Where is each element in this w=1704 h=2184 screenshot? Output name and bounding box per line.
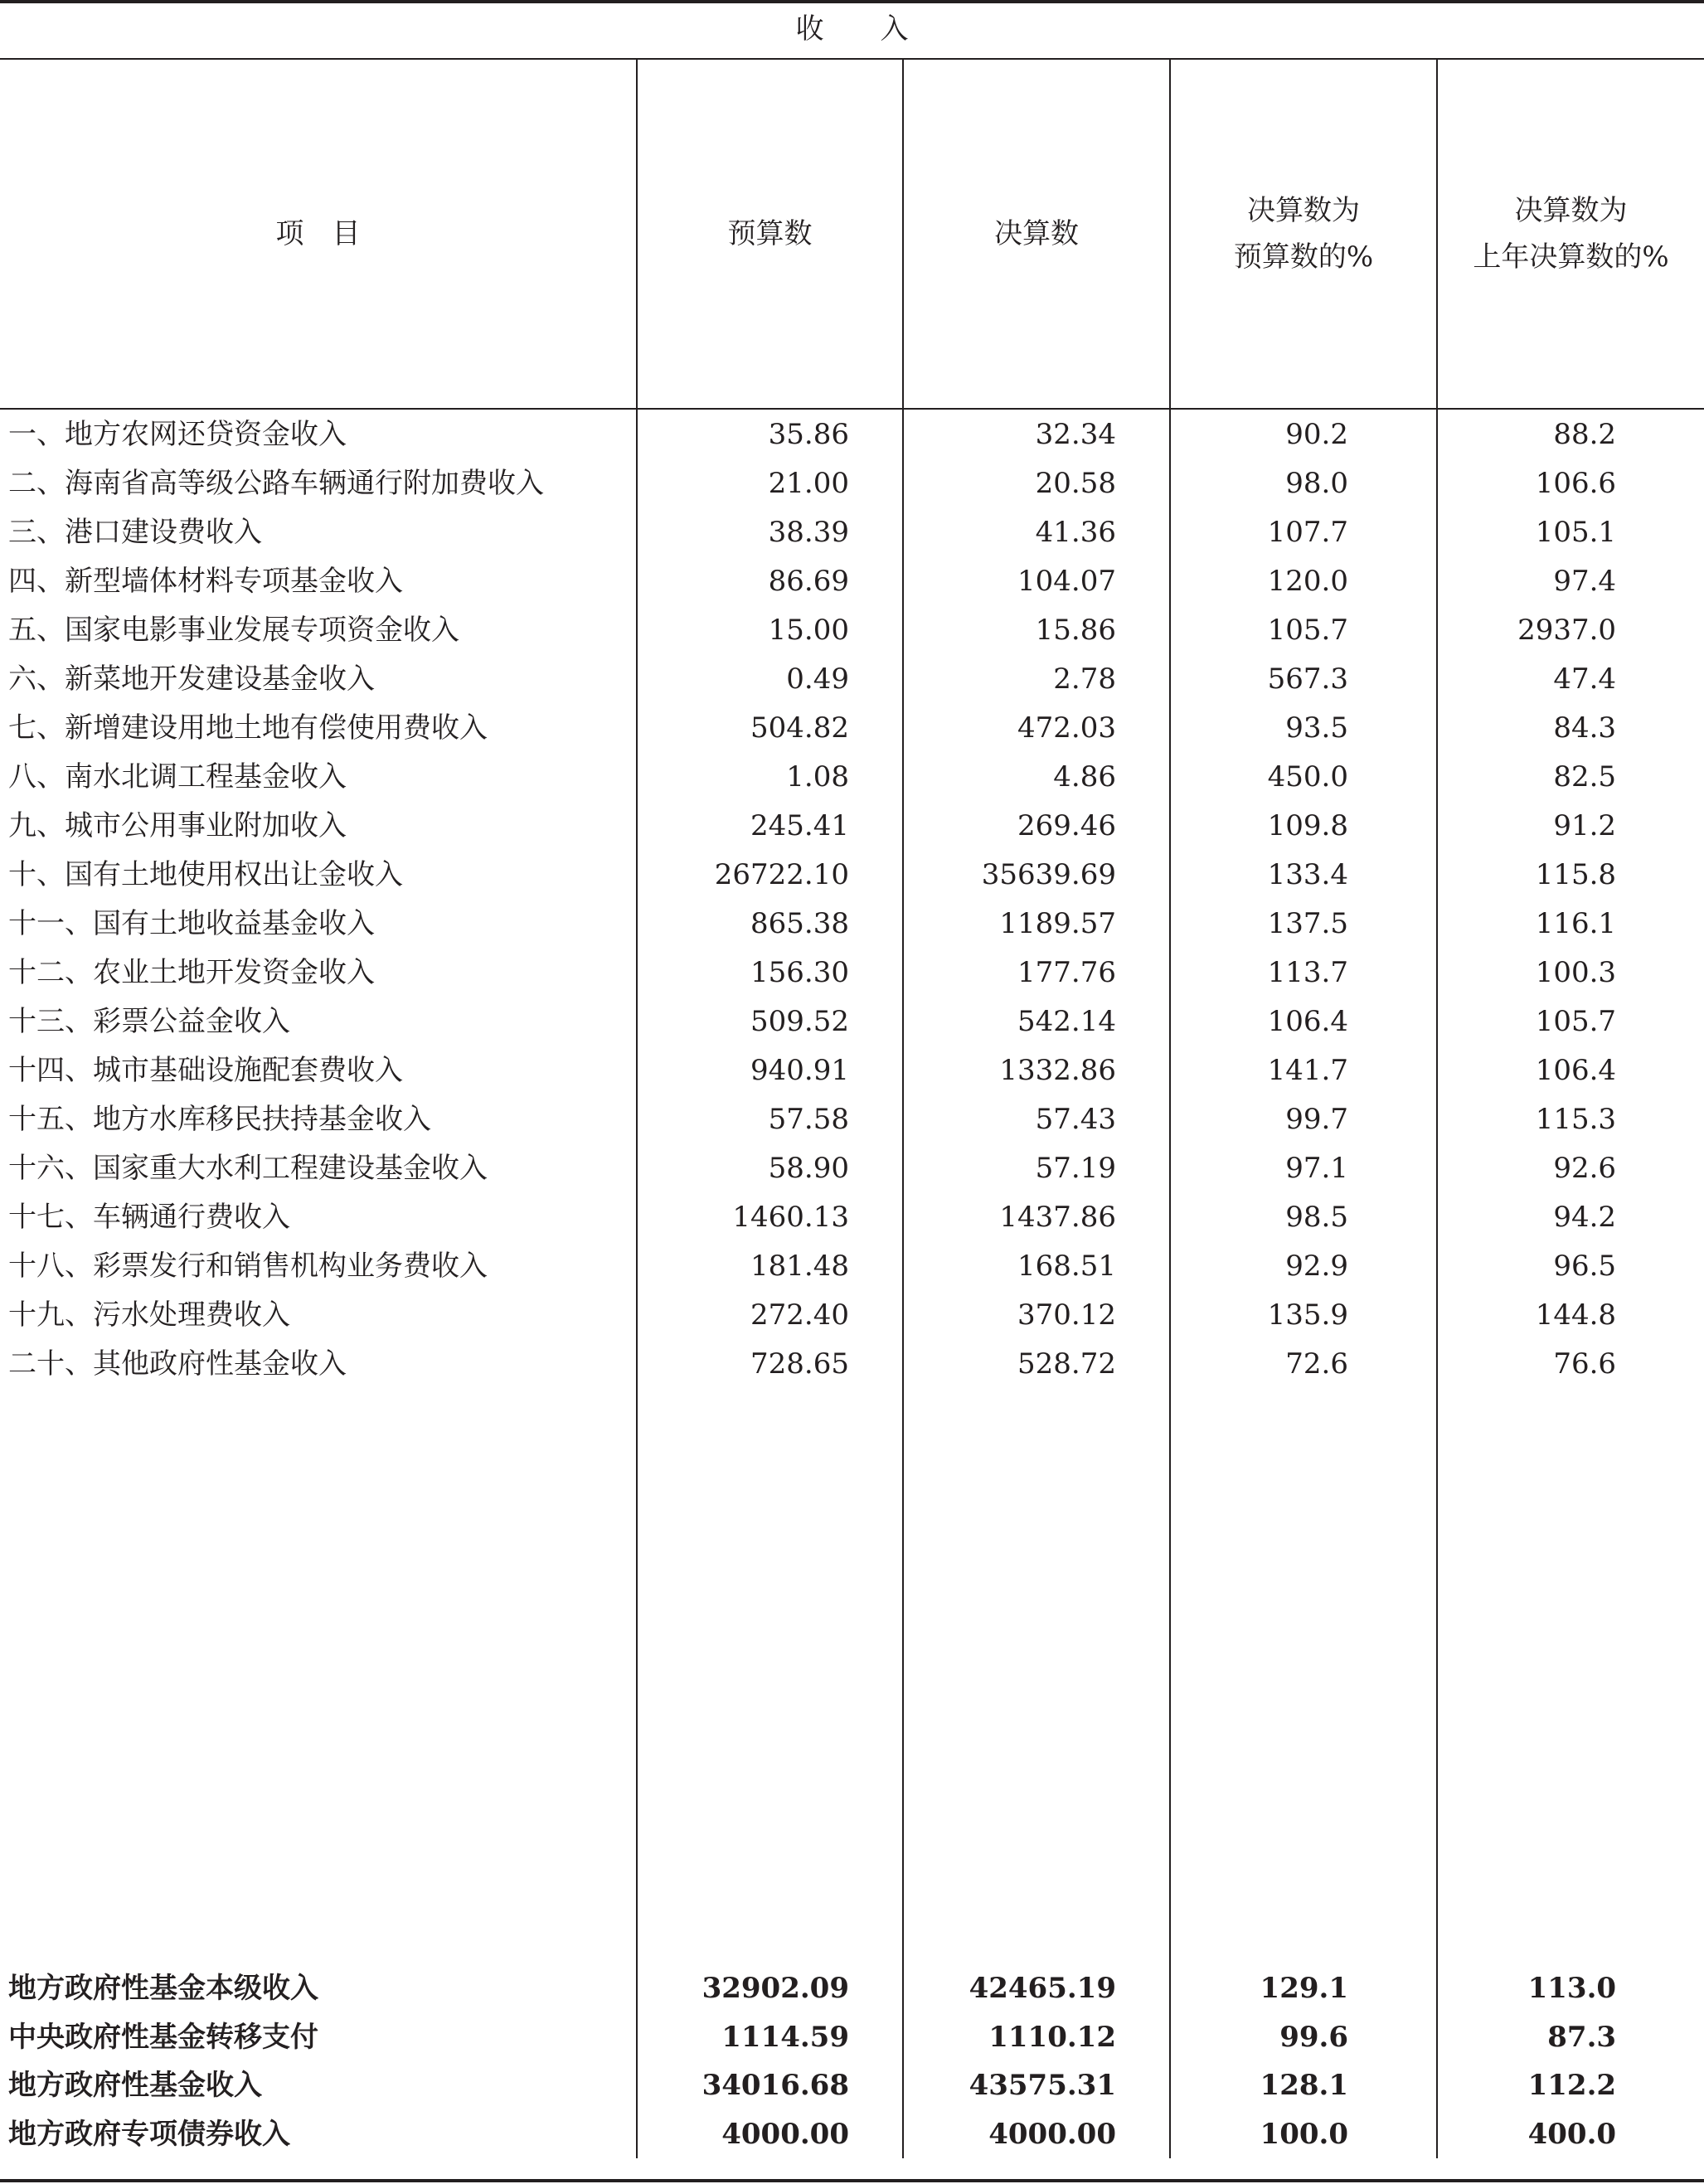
cell-item: 十八、彩票发行和销售机构业务费收入: [8, 1249, 488, 1283]
table-row: [0, 1290, 1704, 1339]
empty-cell: [1437, 1388, 1704, 1964]
table-row: [0, 850, 1704, 899]
cell-ratio-budget: 133.4: [1170, 850, 1437, 899]
cell-ratio-prev: 105.1: [1437, 507, 1704, 556]
cell-ratio-prev: 92.6: [1437, 1143, 1704, 1192]
header-final: 决算数: [903, 59, 1170, 409]
cell-final: 542.14: [903, 997, 1170, 1046]
summary-row: [0, 2013, 1704, 2062]
cell-budget: 1460.13: [637, 1192, 903, 1241]
cell-item: 十九、污水处理费收入: [8, 1298, 290, 1332]
table-title: 收 入: [0, 0, 1704, 59]
cell-ratio-prev: 100.3: [1437, 948, 1704, 997]
cell-item: 十四、城市基础设施配套费收入: [8, 1053, 403, 1087]
cell-ratio-budget: 113.7: [1170, 948, 1437, 997]
cell-ratio-prev: 2937.0: [1437, 605, 1704, 654]
empty-cell: [0, 1388, 637, 1964]
cell-item: 一、地方农网还贷资金收入: [8, 417, 347, 451]
table-row: [0, 899, 1704, 948]
cell-item: 二十、其他政府性基金收入: [8, 1347, 347, 1381]
cell-budget: 15.00: [637, 605, 903, 654]
cell-budget: 32902.09: [637, 1964, 903, 2013]
cell-budget: 34016.68: [637, 2061, 903, 2110]
cell-budget: 1114.59: [637, 2013, 903, 2062]
cell-budget: 26722.10: [637, 850, 903, 899]
cell-item: 十一、国有土地收益基金收入: [8, 906, 375, 940]
cell-budget: 86.69: [637, 556, 903, 605]
cell-ratio-prev: 88.2: [1437, 409, 1704, 459]
cell-final: 1110.12: [903, 2013, 1170, 2062]
cell-ratio-budget: 90.2: [1170, 409, 1437, 459]
cell-budget: 35.86: [637, 409, 903, 459]
table-row: [0, 997, 1704, 1046]
cell-final: 1189.57: [903, 899, 1170, 948]
summary-row: [0, 1964, 1704, 2013]
cell-budget: 504.82: [637, 703, 903, 752]
cell-ratio-budget: 92.9: [1170, 1241, 1437, 1290]
cell-ratio-prev: 94.2: [1437, 1192, 1704, 1241]
cell-ratio-budget: 567.3: [1170, 654, 1437, 703]
cell-final: 4000.00: [903, 2110, 1170, 2159]
cell-ratio-budget: 106.4: [1170, 997, 1437, 1046]
cell-final: 35639.69: [903, 850, 1170, 899]
empty-cell: [1170, 1388, 1437, 1964]
cell-item: 三、港口建设费收入: [8, 515, 262, 549]
table-row: [0, 752, 1704, 801]
cell-ratio-budget: 120.0: [1170, 556, 1437, 605]
cell-item: 十二、农业土地开发资金收入: [8, 955, 375, 989]
cell-item: 十五、地方水库移民扶持基金收入: [8, 1102, 431, 1136]
cell-ratio-budget: 98.5: [1170, 1192, 1437, 1241]
empty-cell: [637, 1388, 903, 1964]
cell-final: 20.58: [903, 459, 1170, 507]
table-row: [0, 459, 1704, 507]
cell-final: 57.19: [903, 1143, 1170, 1192]
cell-final: 177.76: [903, 948, 1170, 997]
header-row: [0, 59, 1704, 409]
cell-ratio-prev: 106.6: [1437, 459, 1704, 507]
cell-ratio-prev: 116.1: [1437, 899, 1704, 948]
cell-ratio-prev: 47.4: [1437, 654, 1704, 703]
cell-budget: 509.52: [637, 997, 903, 1046]
cell-ratio-budget: 99.7: [1170, 1094, 1437, 1143]
cell-budget: 181.48: [637, 1241, 903, 1290]
cell-item: 地方政府性基金本级收入: [8, 1972, 318, 2006]
cell-ratio-budget: 98.0: [1170, 459, 1437, 507]
cell-budget: 38.39: [637, 507, 903, 556]
cell-final: 41.36: [903, 507, 1170, 556]
cell-budget: 940.91: [637, 1046, 903, 1094]
cell-ratio-prev: 112.2: [1437, 2061, 1704, 2110]
cell-ratio-prev: 113.0: [1437, 1964, 1704, 2013]
table-row: [0, 1143, 1704, 1192]
cell-ratio-budget: 109.8: [1170, 801, 1437, 850]
header-ratio-prev: 决算数为 上年决算数的%: [1437, 59, 1704, 409]
cell-ratio-prev: 84.3: [1437, 703, 1704, 752]
cell-final: 4.86: [903, 752, 1170, 801]
header-ratio-budget: 决算数为 预算数的%: [1170, 59, 1437, 409]
cell-item: 中央政府性基金转移支付: [8, 2020, 318, 2054]
cell-final: 2.78: [903, 654, 1170, 703]
cell-ratio-budget: 93.5: [1170, 703, 1437, 752]
cell-final: 472.03: [903, 703, 1170, 752]
cell-ratio-budget: 450.0: [1170, 752, 1437, 801]
cell-ratio-prev: 115.8: [1437, 850, 1704, 899]
header-item: 项 目: [0, 59, 637, 409]
table-row: [0, 1241, 1704, 1290]
cell-ratio-prev: 87.3: [1437, 2013, 1704, 2062]
cell-ratio-prev: 105.7: [1437, 997, 1704, 1046]
cell-item: 八、南水北调工程基金收入: [8, 760, 347, 794]
table-row: [0, 409, 1704, 459]
cell-item: 十七、车辆通行费收入: [8, 1200, 290, 1234]
cell-budget: 245.41: [637, 801, 903, 850]
cell-item: 十三、彩票公益金收入: [8, 1004, 290, 1038]
cell-ratio-budget: 105.7: [1170, 605, 1437, 654]
table-row: [0, 605, 1704, 654]
table-row: [0, 1339, 1704, 1388]
cell-final: 32.34: [903, 409, 1170, 459]
cell-budget: 57.58: [637, 1094, 903, 1143]
cell-budget: 728.65: [637, 1339, 903, 1388]
summary-row: [0, 2110, 1704, 2159]
empty-cell: [903, 1388, 1170, 1964]
cell-budget: 865.38: [637, 899, 903, 948]
bottom-rule: [0, 2179, 1704, 2182]
cell-ratio-budget: 99.6: [1170, 2013, 1437, 2062]
cell-ratio-prev: 400.0: [1437, 2110, 1704, 2159]
cell-final: 15.86: [903, 605, 1170, 654]
cell-item: 九、城市公用事业附加收入: [8, 808, 347, 842]
cell-final: 43575.31: [903, 2061, 1170, 2110]
cell-ratio-budget: 97.1: [1170, 1143, 1437, 1192]
table-row: [0, 703, 1704, 752]
cell-ratio-prev: 91.2: [1437, 801, 1704, 850]
cell-final: 370.12: [903, 1290, 1170, 1339]
cell-ratio-prev: 76.6: [1437, 1339, 1704, 1388]
cell-final: 57.43: [903, 1094, 1170, 1143]
cell-final: 1437.86: [903, 1192, 1170, 1241]
cell-item: 六、新菜地开发建设基金收入: [8, 662, 375, 696]
cell-item: 二、海南省高等级公路车辆通行附加费收入: [8, 466, 544, 500]
cell-ratio-budget: 128.1: [1170, 2061, 1437, 2110]
cell-ratio-budget: 135.9: [1170, 1290, 1437, 1339]
cell-ratio-budget: 100.0: [1170, 2110, 1437, 2159]
cell-ratio-prev: 97.4: [1437, 556, 1704, 605]
table-row: [0, 507, 1704, 556]
header-budget: 预算数: [637, 59, 903, 409]
cell-budget: 4000.00: [637, 2110, 903, 2159]
cell-item: 五、国家电影事业发展专项资金收入: [8, 613, 459, 647]
cell-item: 地方政府性基金收入: [8, 2069, 262, 2103]
cell-item: 十、国有土地使用权出让金收入: [8, 857, 403, 891]
cell-budget: 272.40: [637, 1290, 903, 1339]
cell-ratio-prev: 82.5: [1437, 752, 1704, 801]
title-row: [0, 0, 1704, 59]
table-row: [0, 1192, 1704, 1241]
cell-budget: 21.00: [637, 459, 903, 507]
cell-item: 十六、国家重大水利工程建设基金收入: [8, 1151, 488, 1185]
table-row: [0, 1046, 1704, 1094]
cell-budget: 156.30: [637, 948, 903, 997]
cell-budget: 58.90: [637, 1143, 903, 1192]
cell-ratio-budget: 137.5: [1170, 899, 1437, 948]
cell-item: 七、新增建设用地土地有偿使用费收入: [8, 711, 488, 745]
table-row: [0, 654, 1704, 703]
cell-ratio-prev: 96.5: [1437, 1241, 1704, 1290]
spacer-row: [0, 1388, 1704, 1964]
cell-final: 42465.19: [903, 1964, 1170, 2013]
cell-ratio-budget: 141.7: [1170, 1046, 1437, 1094]
cell-final: 269.46: [903, 801, 1170, 850]
table-row: [0, 556, 1704, 605]
table-row: [0, 801, 1704, 850]
cell-ratio-prev: 144.8: [1437, 1290, 1704, 1339]
table-row: [0, 1094, 1704, 1143]
cell-ratio-budget: 107.7: [1170, 507, 1437, 556]
cell-ratio-prev: 106.4: [1437, 1046, 1704, 1094]
cell-final: 1332.86: [903, 1046, 1170, 1094]
cell-budget: 1.08: [637, 752, 903, 801]
cell-budget: 0.49: [637, 654, 903, 703]
cell-ratio-prev: 115.3: [1437, 1094, 1704, 1143]
cell-final: 104.07: [903, 556, 1170, 605]
cell-item: 地方政府专项债券收入: [8, 2117, 290, 2151]
cell-ratio-budget: 72.6: [1170, 1339, 1437, 1388]
cell-final: 168.51: [903, 1241, 1170, 1290]
table-row: [0, 948, 1704, 997]
cell-final: 528.72: [903, 1339, 1170, 1388]
cell-item: 四、新型墙体材料专项基金收入: [8, 564, 403, 598]
cell-ratio-budget: 129.1: [1170, 1964, 1437, 2013]
summary-row: [0, 2061, 1704, 2110]
